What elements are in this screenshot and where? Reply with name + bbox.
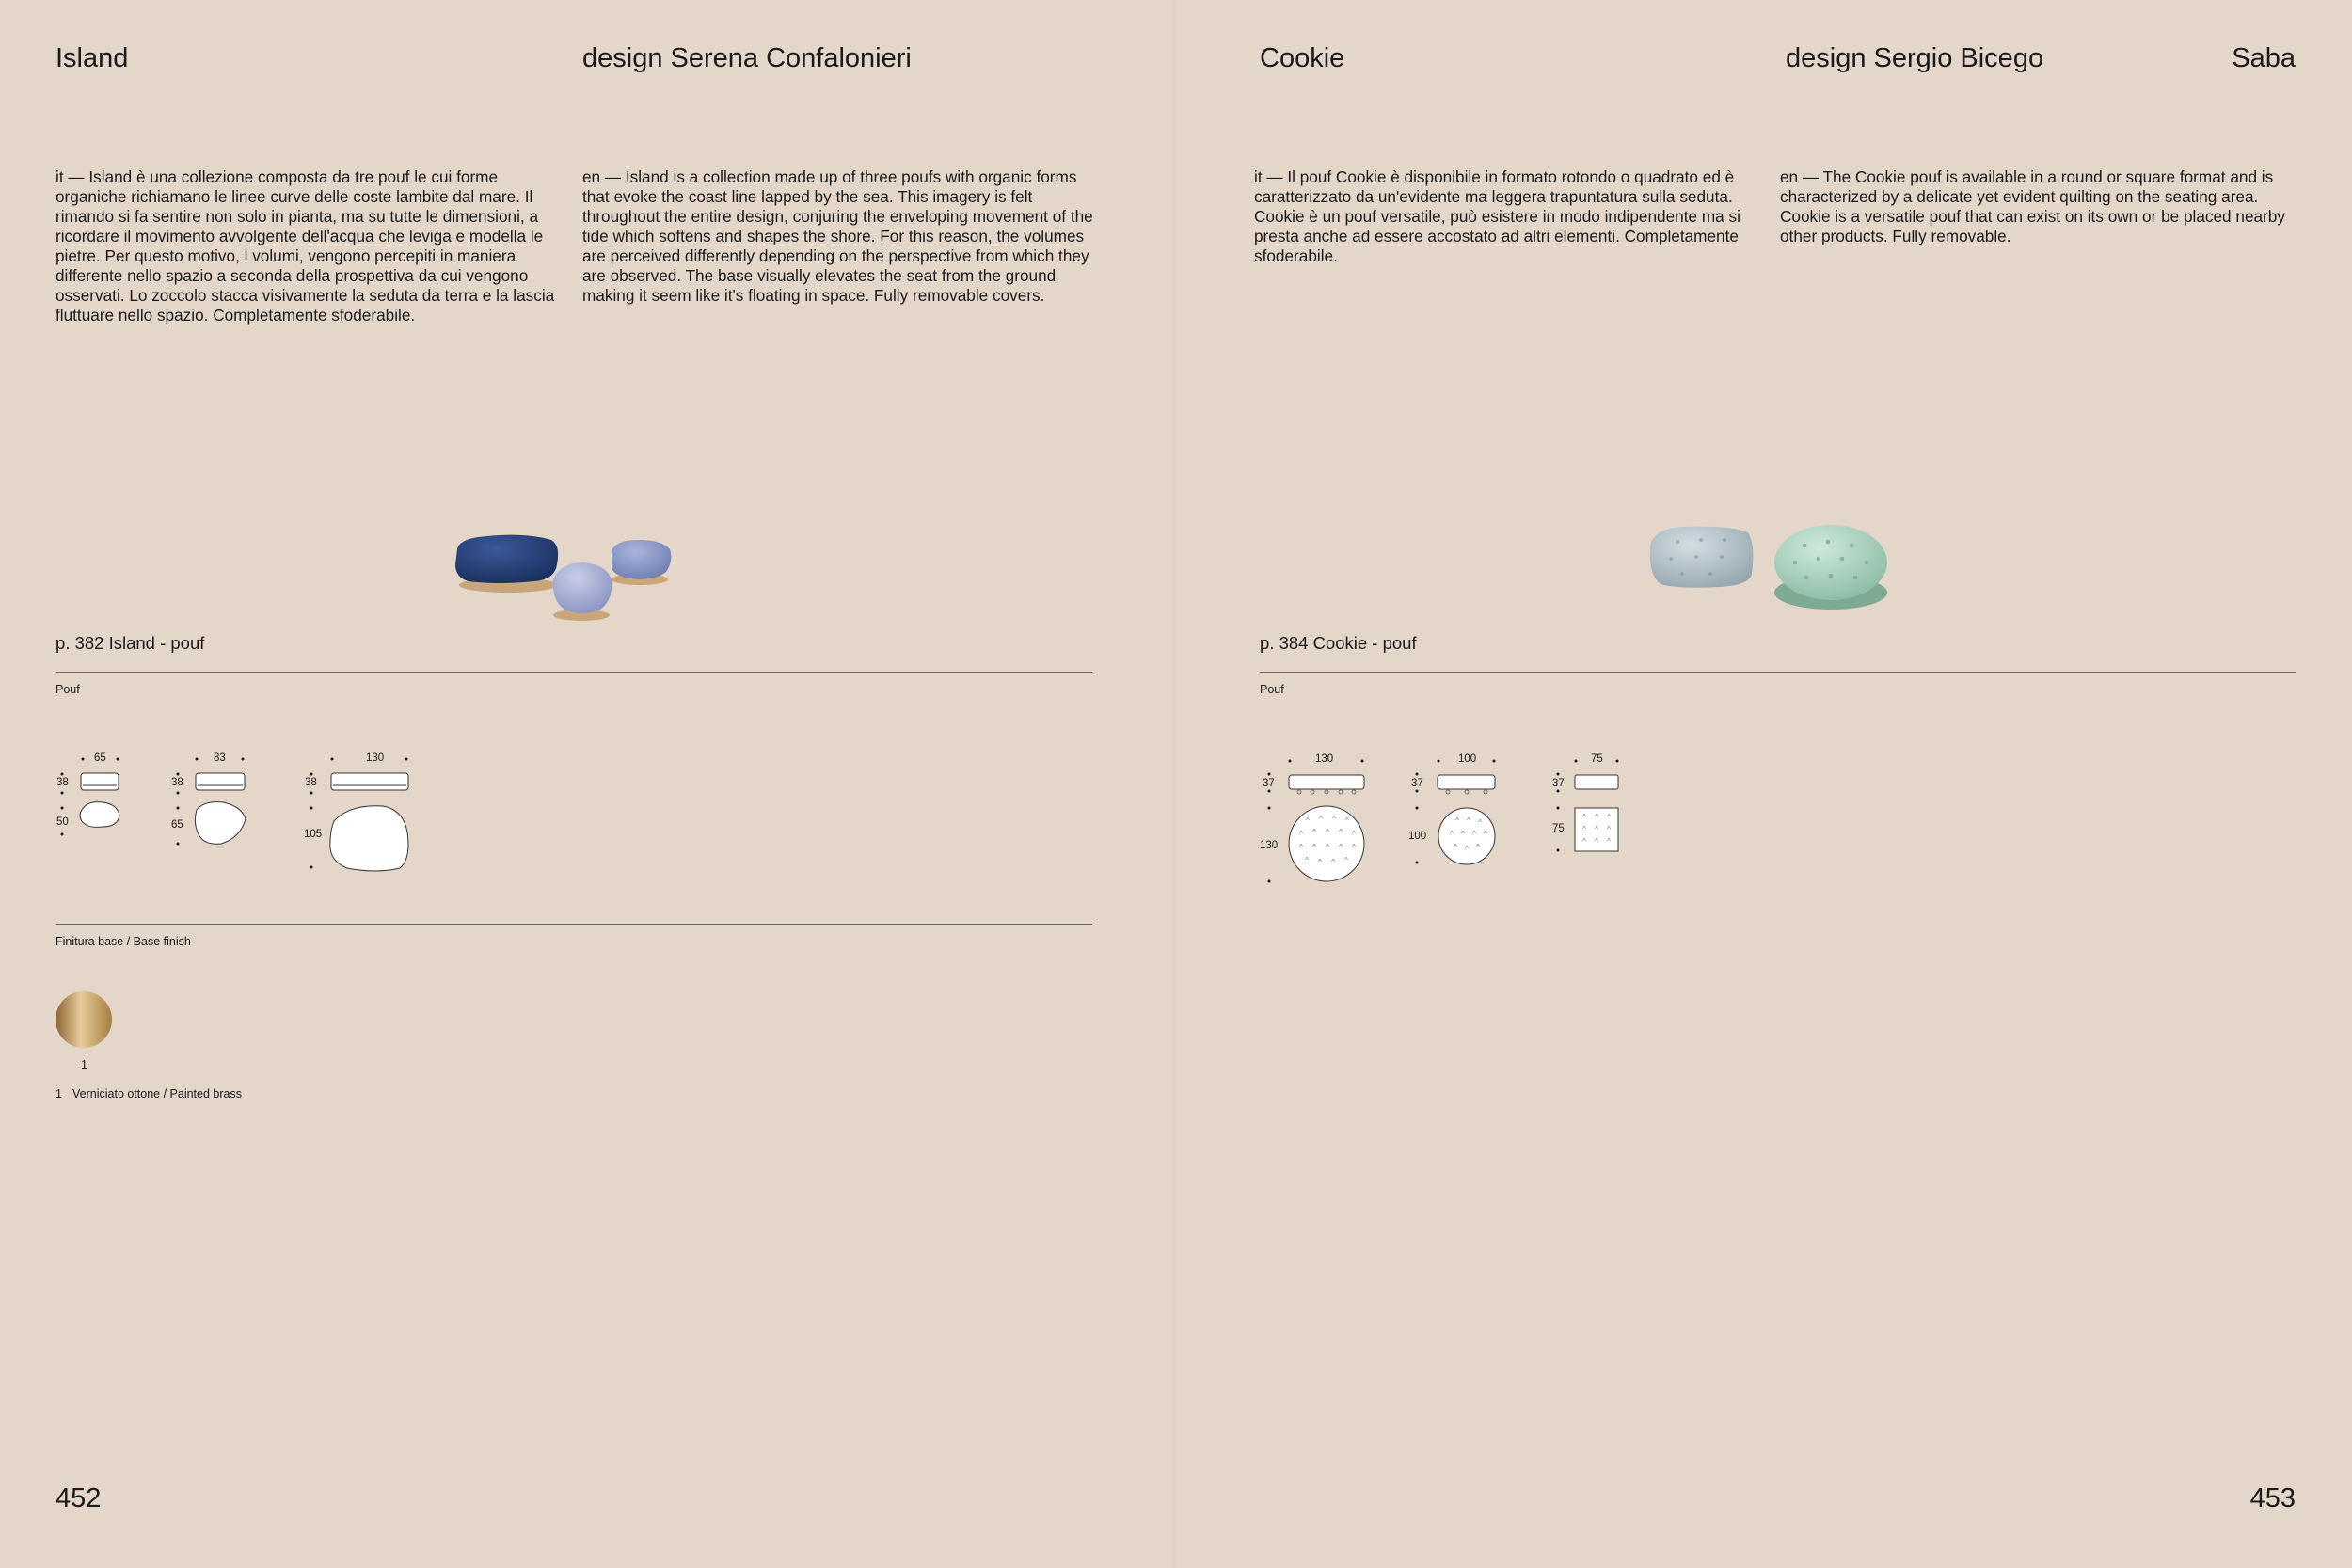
svg-text:^: ^: [1454, 843, 1457, 851]
description-italian: it — Island è una collezione composta da tre pouf le cui forme organiche richiamano le linee curve delle coste lambite dal mare. Il rimando si fa sentire non solo in pianta, ma su tutte le dimensioni, a ricordare il movimento avvolgente dell'acqua che leviga e modella le pietre. Per questo motivo, i volumi, vengono percepiti in maniera differente nello spazio a seconda della prospettiva da cui vengono osservati. Lo zoccolo stacca visivamente la seduta da terra e la lascia fluttuare nello spazio. Completamente sfoderabile.: [56, 167, 555, 325]
description-english-right: en — The Cookie pouf is available in a round or square format and is characterized by a delicate yet evident quilting on the seating area. Cookie is a versatile pouf that can exist on its own or be placed nearby other products. Fully removable.: [1780, 167, 2285, 245]
island-dimension-drawings: [56, 748, 451, 879]
page-number-right: 453: [2249, 1483, 2296, 1513]
svg-text:^: ^: [1582, 825, 1586, 833]
item-2-width: 100: [1458, 753, 1477, 765]
svg-text:^: ^: [1472, 830, 1476, 838]
svg-text:^: ^: [1326, 843, 1329, 851]
swatch-number: 1: [81, 1058, 87, 1071]
island-drawing-shapes: [56, 748, 451, 879]
product-caption: p. 382 Island - pouf: [56, 633, 205, 653]
item-3-height: 37: [1552, 778, 1565, 789]
item-1-depth: 130: [1260, 840, 1279, 851]
svg-text:^: ^: [1339, 828, 1343, 836]
cookie-product-photo: [1645, 517, 1899, 621]
item-1-width: 130: [1315, 753, 1334, 765]
cookie-dimension-drawings: [1260, 748, 1655, 889]
item-3-height: 38: [305, 777, 317, 788]
svg-text:^: ^: [1299, 830, 1303, 838]
item-3-width: 75: [1591, 753, 1603, 765]
designer-credit: design Serena Confalonieri: [582, 43, 912, 73]
item-2-height: 38: [171, 777, 183, 788]
item-1-width: 65: [94, 752, 106, 764]
svg-text:^: ^: [1607, 825, 1611, 833]
section-label: Pouf: [56, 683, 80, 696]
svg-text:^: ^: [1352, 830, 1356, 838]
svg-text:^: ^: [1476, 843, 1480, 851]
svg-text:^: ^: [1318, 858, 1322, 866]
svg-text:^: ^: [1312, 843, 1316, 851]
svg-text:^: ^: [1595, 837, 1598, 846]
svg-text:^: ^: [1455, 816, 1459, 825]
page-fold: [1173, 0, 1175, 1568]
island-product-photo: [450, 527, 685, 630]
page-number-left: 452: [56, 1483, 102, 1513]
product-title: Island: [56, 43, 129, 73]
item-1-height: 38: [56, 777, 69, 788]
section-label-right: Pouf: [1260, 683, 1284, 696]
description-italian-right: it — Il pouf Cookie è disponibile in formato rotondo o quadrato ed è caratterizzato da un'evidente ma leggera trapuntatura sulla seduta. Cookie è un pouf versatile, può esistere in modo indipendente ma si presta anche ad essere accostato ad altri elementi. Completamente sfoderabile.: [1254, 167, 1740, 265]
svg-text:^: ^: [1595, 813, 1598, 821]
svg-text:^: ^: [1332, 815, 1336, 823]
description-english: en — Island is a collection made up of three poufs with organic forms that evoke the coast line lapped by the sea. This imagery is felt throughout the entire design, conjuring the enveloping movement of the tide which softens and shapes the shore. For this reason, the volumes are perceived differently depending on the perspective from which they are observed. The base visually elevates the seat from the ground making it seem like it's floating in space. Fully removable covers.: [582, 167, 1093, 305]
item-1-height: 37: [1263, 778, 1275, 789]
svg-text:^: ^: [1450, 830, 1454, 838]
product-caption-right: p. 384 Cookie - pouf: [1260, 633, 1417, 653]
brass-finish-swatch: [56, 991, 114, 1050]
item-2-width: 83: [214, 752, 226, 764]
cookie-drawing-shapes: [1260, 748, 1655, 889]
svg-text:^: ^: [1345, 816, 1349, 825]
finish-legend-text: Verniciato ottone / Painted brass: [72, 1087, 242, 1101]
svg-text:^: ^: [1607, 813, 1611, 821]
designer-credit-right: design Sergio Bicego: [1786, 43, 2044, 73]
item-3-depth: 75: [1552, 823, 1565, 834]
item-2-depth: 100: [1408, 831, 1427, 842]
svg-text:^: ^: [1607, 837, 1611, 846]
svg-text:^: ^: [1299, 843, 1303, 851]
svg-text:^: ^: [1467, 816, 1470, 825]
finish-section-label: Finitura base / Base finish: [56, 935, 191, 948]
svg-text:^: ^: [1306, 816, 1310, 825]
svg-text:^: ^: [1478, 818, 1482, 827]
svg-text:^: ^: [1595, 825, 1598, 833]
svg-text:^: ^: [1312, 828, 1316, 836]
svg-text:^: ^: [1339, 843, 1343, 851]
divider-line-right: [1260, 672, 2296, 673]
svg-text:^: ^: [1484, 830, 1487, 838]
svg-text:^: ^: [1326, 828, 1329, 836]
svg-text:^: ^: [1461, 830, 1465, 838]
brand-name: Saba: [2232, 43, 2296, 73]
item-3-width: 130: [366, 752, 385, 764]
finish-legend-number: 1: [56, 1087, 62, 1101]
svg-text:^: ^: [1344, 856, 1348, 864]
svg-text:^: ^: [1319, 815, 1323, 823]
svg-text:^: ^: [1305, 856, 1309, 864]
product-title-right: Cookie: [1260, 43, 1345, 73]
svg-text:^: ^: [1352, 843, 1356, 851]
divider-line-2: [56, 924, 1092, 925]
divider-line: [56, 672, 1092, 673]
item-3-depth: 105: [304, 829, 323, 840]
svg-text:^: ^: [1465, 845, 1469, 853]
svg-text:^: ^: [1331, 858, 1335, 866]
svg-text:^: ^: [1582, 837, 1586, 846]
svg-text:^: ^: [1582, 813, 1586, 821]
item-2-height: 37: [1411, 778, 1423, 789]
item-1-depth: 50: [56, 816, 69, 828]
item-2-depth: 65: [171, 819, 183, 831]
